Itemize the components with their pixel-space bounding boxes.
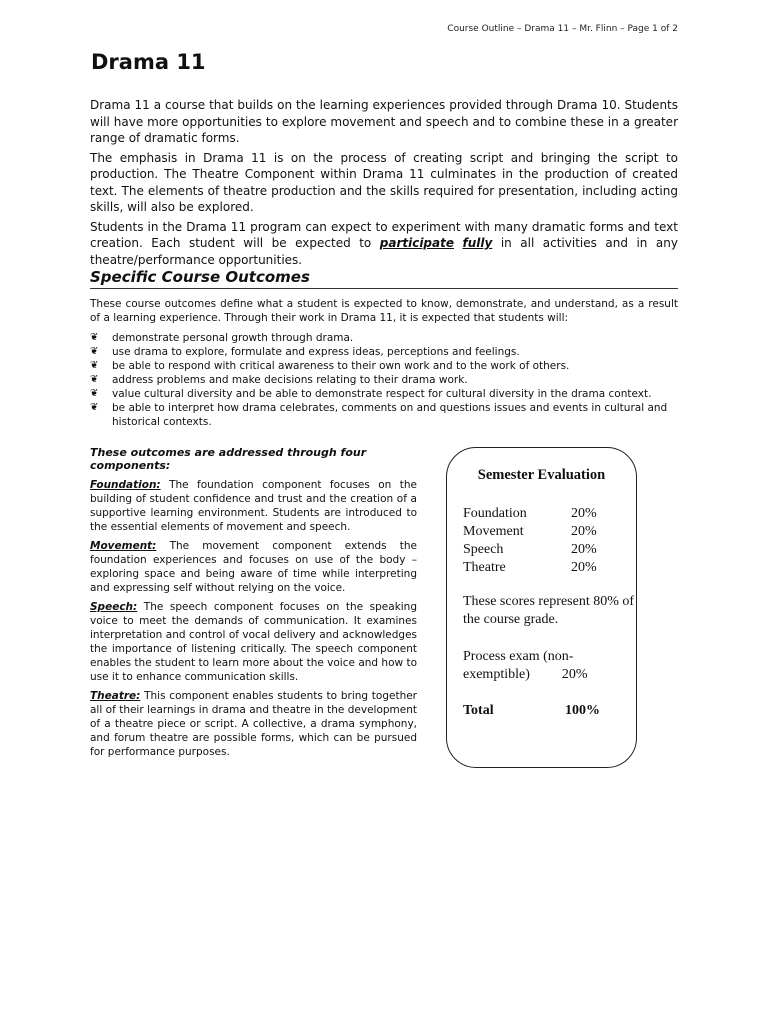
component-label: Speech:: [90, 601, 138, 613]
exam-line-2: exemptible) 20%: [463, 667, 588, 682]
outcomes-list: [90, 331, 678, 429]
intro-p3-end: in all activities and in any theatre/performance opportunities.: [90, 236, 678, 267]
evaluation-exam: [463, 648, 638, 684]
component-label: Movement:: [90, 540, 157, 552]
evaluation-total: [463, 702, 600, 720]
component-movement: [90, 539, 417, 595]
total-percent: 100%: [565, 703, 600, 718]
outcomes-section: [90, 297, 678, 429]
intro-paragraph-1: Drama 11 a course that builds on the learning experiences provided through Drama 10. Students will have more opportunities to explore movement and speech and to combine these in a greater range of dramatic forms.: [90, 98, 678, 145]
evaluation-note: These scores represent 80% of the course grade.: [463, 594, 635, 627]
bullet-icon: ❦: [90, 388, 99, 399]
component-speech: [90, 600, 417, 684]
component-label: Theatre:: [90, 690, 141, 702]
evaluation-row: Theatre 20%: [463, 560, 597, 575]
component-text: The foundation component focuses on the building of student confidence and trust and the creation of a supportive learning environment. Students are introduced to the essential elements of movement and speech.: [90, 479, 417, 533]
component-text: The movement component extends the foundation experiences and focuses on use of the body – exploring space and being aware of time while interpreting and expressing self without relying on the voice.: [90, 540, 418, 594]
evaluation-row: Movement 20%: [463, 524, 597, 539]
list-item: ❦ demonstrate personal growth through drama.: [90, 332, 354, 344]
components-heading: These outcomes are addressed through four components:: [90, 446, 367, 472]
outcomes-intro: These course outcomes define what a student is expected to know, demonstrate, and understand, as a result of a learning experience. Through their work in Drama 11, it is expected that students will:: [90, 298, 678, 324]
component-theatre: [90, 689, 417, 759]
list-item: ❦ value cultural diversity and be able to demonstrate respect for cultural diversity in the drama context.: [90, 388, 652, 400]
component-foundation: [90, 478, 417, 534]
bullet-icon: ❦: [90, 402, 99, 413]
list-item: ❦ use drama to explore, formulate and express ideas, perceptions and feelings.: [90, 346, 520, 358]
exam-line-1: Process exam (non-: [463, 649, 574, 664]
evaluation-title: Semester Evaluation: [477, 467, 606, 483]
evaluation-row: Speech 20%: [463, 542, 597, 557]
components-section: [90, 446, 417, 764]
bullet-icon: ❦: [90, 332, 99, 343]
evaluation-box: [446, 447, 637, 768]
page-header: Course Outline – Drama 11 – Mr. Flinn – Page 1 of 2: [447, 24, 678, 34]
emphasis-fully: fully: [462, 236, 493, 250]
total-label: Total: [463, 703, 494, 718]
intro-section: [90, 97, 678, 271]
evaluation-rows: [463, 505, 597, 577]
component-text: The speech component focuses on the speaking voice to meet the demands of communication. It examines interpretation and control of vocal delivery and acknowledges the importance of listening critically. The speech component enables the student to learn more about the voice and how to use it to enhance communication skills.: [90, 601, 418, 683]
bullet-icon: ❦: [90, 346, 99, 357]
component-text: This component enables students to bring together all of their learnings in drama and theatre in the development of a theatre piece or script. A collective, a drama symphony, and forum theatre are possible forms, which can be pursued for performance purposes.: [90, 690, 417, 758]
list-item: ❦ address problems and make decisions relating to their drama work.: [90, 374, 468, 386]
outcomes-heading: Specific Course Outcomes: [90, 268, 678, 289]
intro-paragraph-3: [90, 219, 678, 269]
evaluation-row: Foundation 20%: [463, 506, 597, 521]
intro-p3-start: Students in the Drama 11 program can expect to experiment with many dramatic forms and text creation. Each student will be expected to: [90, 219, 678, 250]
emphasis-participate: participate: [379, 236, 454, 250]
bullet-icon: ❦: [90, 360, 99, 371]
page-title: Drama 11: [91, 50, 206, 74]
component-label: Foundation:: [90, 479, 161, 491]
exam-percent: 20%: [561, 667, 588, 682]
bullet-icon: ❦: [90, 374, 99, 385]
intro-paragraph-2: The emphasis in Drama 11 is on the process of creating script and bringing the script to production. The Theatre Component within Drama 11 culminates in the production of created text. The elements of theatre production and the skills required for presentation, including acting skills, will also be explored.: [90, 150, 678, 214]
list-item: ❦ be able to interpret how drama celebrates, comments on and questions issues and events in cultural and historical contexts.: [90, 402, 668, 428]
list-item: ❦ be able to respond with critical awareness to their own work and to the work of others.: [90, 360, 570, 372]
